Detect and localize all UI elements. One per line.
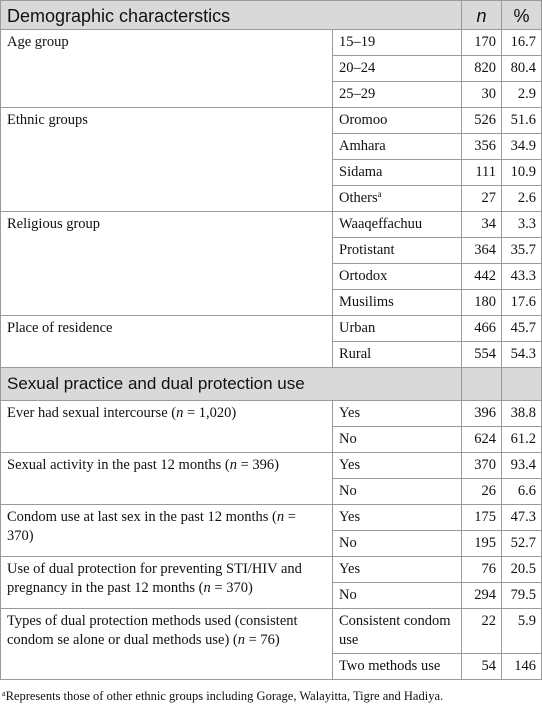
- ethnic-groups-label: Ethnic groups: [1, 108, 333, 212]
- dual-types-label: [1, 609, 333, 680]
- percent-cell: 35.7: [502, 238, 542, 264]
- percent-cell: 45.7: [502, 316, 542, 342]
- category-cell: 20–24: [333, 56, 462, 82]
- percent-cell: 54.3: [502, 342, 542, 368]
- count-cell: 175: [462, 505, 502, 531]
- count-cell: 34: [462, 212, 502, 238]
- section-title: Sexual practice and dual protection use: [1, 368, 462, 401]
- category-cell: Yes: [333, 557, 462, 583]
- footnote-text: Represents those of other ethnic groups including Gorage, Walayitta, Tigre and Hadiya.: [5, 689, 444, 703]
- age-group-label: Age group: [1, 30, 333, 108]
- dual-protection-label: [1, 557, 333, 609]
- percent-cell: 51.6: [502, 108, 542, 134]
- category-cell: Rural: [333, 342, 462, 368]
- table-row: [1, 557, 542, 583]
- percent-cell: 16.7: [502, 30, 542, 56]
- religious-group-label: Religious group: [1, 212, 333, 316]
- count-cell: 370: [462, 453, 502, 479]
- header-characteristics: Demographic characterstics: [1, 1, 462, 30]
- count-cell: 76: [462, 557, 502, 583]
- n-symbol: n: [229, 457, 237, 473]
- category-cell: 25–29: [333, 82, 462, 108]
- category-cell: Yes: [333, 505, 462, 531]
- table-row: [1, 30, 542, 56]
- percent-cell: 17.6: [502, 290, 542, 316]
- section-empty-cell: [502, 368, 542, 401]
- count-cell: 364: [462, 238, 502, 264]
- count-cell: 624: [462, 427, 502, 453]
- category-cell: Urban: [333, 316, 462, 342]
- label-text: Use of dual protection for preventing STI/HIV and pregnancy in the past 12 months (: [7, 561, 302, 596]
- category-cell: Ortodox: [333, 264, 462, 290]
- category-cell: 15–19: [333, 30, 462, 56]
- n-symbol: n: [276, 509, 285, 525]
- percent-cell: 93.4: [502, 453, 542, 479]
- table-row: [1, 505, 542, 531]
- section-empty-cell: [462, 368, 502, 401]
- count-cell: 396: [462, 401, 502, 427]
- footnote-marker: a: [377, 189, 382, 199]
- header-percent: %: [502, 1, 542, 30]
- percent-cell: 2.9: [502, 82, 542, 108]
- percent-cell: 79.5: [502, 583, 542, 609]
- footnote-marker: a: [2, 689, 6, 698]
- percent-cell: 10.9: [502, 160, 542, 186]
- percent-cell: 43.3: [502, 264, 542, 290]
- count-cell: 526: [462, 108, 502, 134]
- category-cell: Yes: [333, 453, 462, 479]
- category-cell: Consistent condom use: [333, 609, 462, 654]
- category-cell: Waaqeffachuu: [333, 212, 462, 238]
- label-text: Condom use at last sex in the past 12 months (: [7, 509, 277, 525]
- count-cell: 356: [462, 134, 502, 160]
- table-row: [1, 316, 542, 342]
- percent-cell: 20.5: [502, 557, 542, 583]
- table-row: [1, 212, 542, 238]
- count-cell: 54: [462, 654, 502, 680]
- percent-cell: 34.9: [502, 134, 542, 160]
- header-n: n: [462, 1, 502, 30]
- percent-cell: 61.2: [502, 427, 542, 453]
- label-text: = 1,020): [183, 405, 237, 421]
- label-text: = 396): [236, 457, 279, 473]
- count-cell: 26: [462, 479, 502, 505]
- residence-label: Place of residence: [1, 316, 333, 368]
- count-cell: 180: [462, 290, 502, 316]
- n-symbol: n: [237, 632, 245, 648]
- section-header-row: [1, 368, 542, 401]
- percent-cell: 2.6: [502, 186, 542, 212]
- count-cell: 294: [462, 583, 502, 609]
- count-cell: 820: [462, 56, 502, 82]
- ever-sex-label: [1, 401, 333, 453]
- percent-cell: 3.3: [502, 212, 542, 238]
- percent-cell: 5.9: [502, 609, 542, 654]
- category-cell: No: [333, 427, 462, 453]
- category-cell: Sidama: [333, 160, 462, 186]
- percent-cell: 38.8: [502, 401, 542, 427]
- category-cell: Amhara: [333, 134, 462, 160]
- category-cell: No: [333, 583, 462, 609]
- count-cell: 466: [462, 316, 502, 342]
- table-footnote: [0, 680, 542, 704]
- category-cell: Musilims: [333, 290, 462, 316]
- count-cell: 111: [462, 160, 502, 186]
- count-cell: 22: [462, 609, 502, 654]
- label-text: = 370): [7, 509, 296, 544]
- label-text: Sexual activity in the past 12 months (: [7, 457, 230, 473]
- count-cell: 30: [462, 82, 502, 108]
- count-cell: 195: [462, 531, 502, 557]
- percent-cell: 80.4: [502, 56, 542, 82]
- label-text: Ever had sexual intercourse (: [7, 405, 177, 421]
- percent-cell: 146: [502, 654, 542, 680]
- table-header-row: [1, 1, 542, 30]
- table-row: [1, 453, 542, 479]
- percent-cell: 6.6: [502, 479, 542, 505]
- table-row: [1, 108, 542, 134]
- count-cell: 170: [462, 30, 502, 56]
- condom-label: [1, 505, 333, 557]
- n-symbol: n: [203, 580, 211, 596]
- label-text: Types of dual protection methods used (consistent condom se alone or dual methods use) (: [7, 613, 298, 648]
- category-cell: Two methods use: [333, 654, 462, 680]
- category-cell: Protistant: [333, 238, 462, 264]
- count-cell: 27: [462, 186, 502, 212]
- n-symbol: n: [176, 405, 184, 421]
- category-cell: No: [333, 479, 462, 505]
- category-cell: Oromoo: [333, 108, 462, 134]
- label-text: = 76): [244, 632, 280, 648]
- category-cell: Yes: [333, 401, 462, 427]
- category-cell: No: [333, 531, 462, 557]
- category-cell: [333, 186, 462, 212]
- table-row: [1, 609, 542, 654]
- count-cell: 442: [462, 264, 502, 290]
- activity-label: [1, 453, 333, 505]
- count-cell: 554: [462, 342, 502, 368]
- percent-cell: 47.3: [502, 505, 542, 531]
- percent-cell: 52.7: [502, 531, 542, 557]
- category-text: Others: [339, 190, 378, 206]
- label-text: = 370): [210, 580, 253, 596]
- table-row: [1, 401, 542, 427]
